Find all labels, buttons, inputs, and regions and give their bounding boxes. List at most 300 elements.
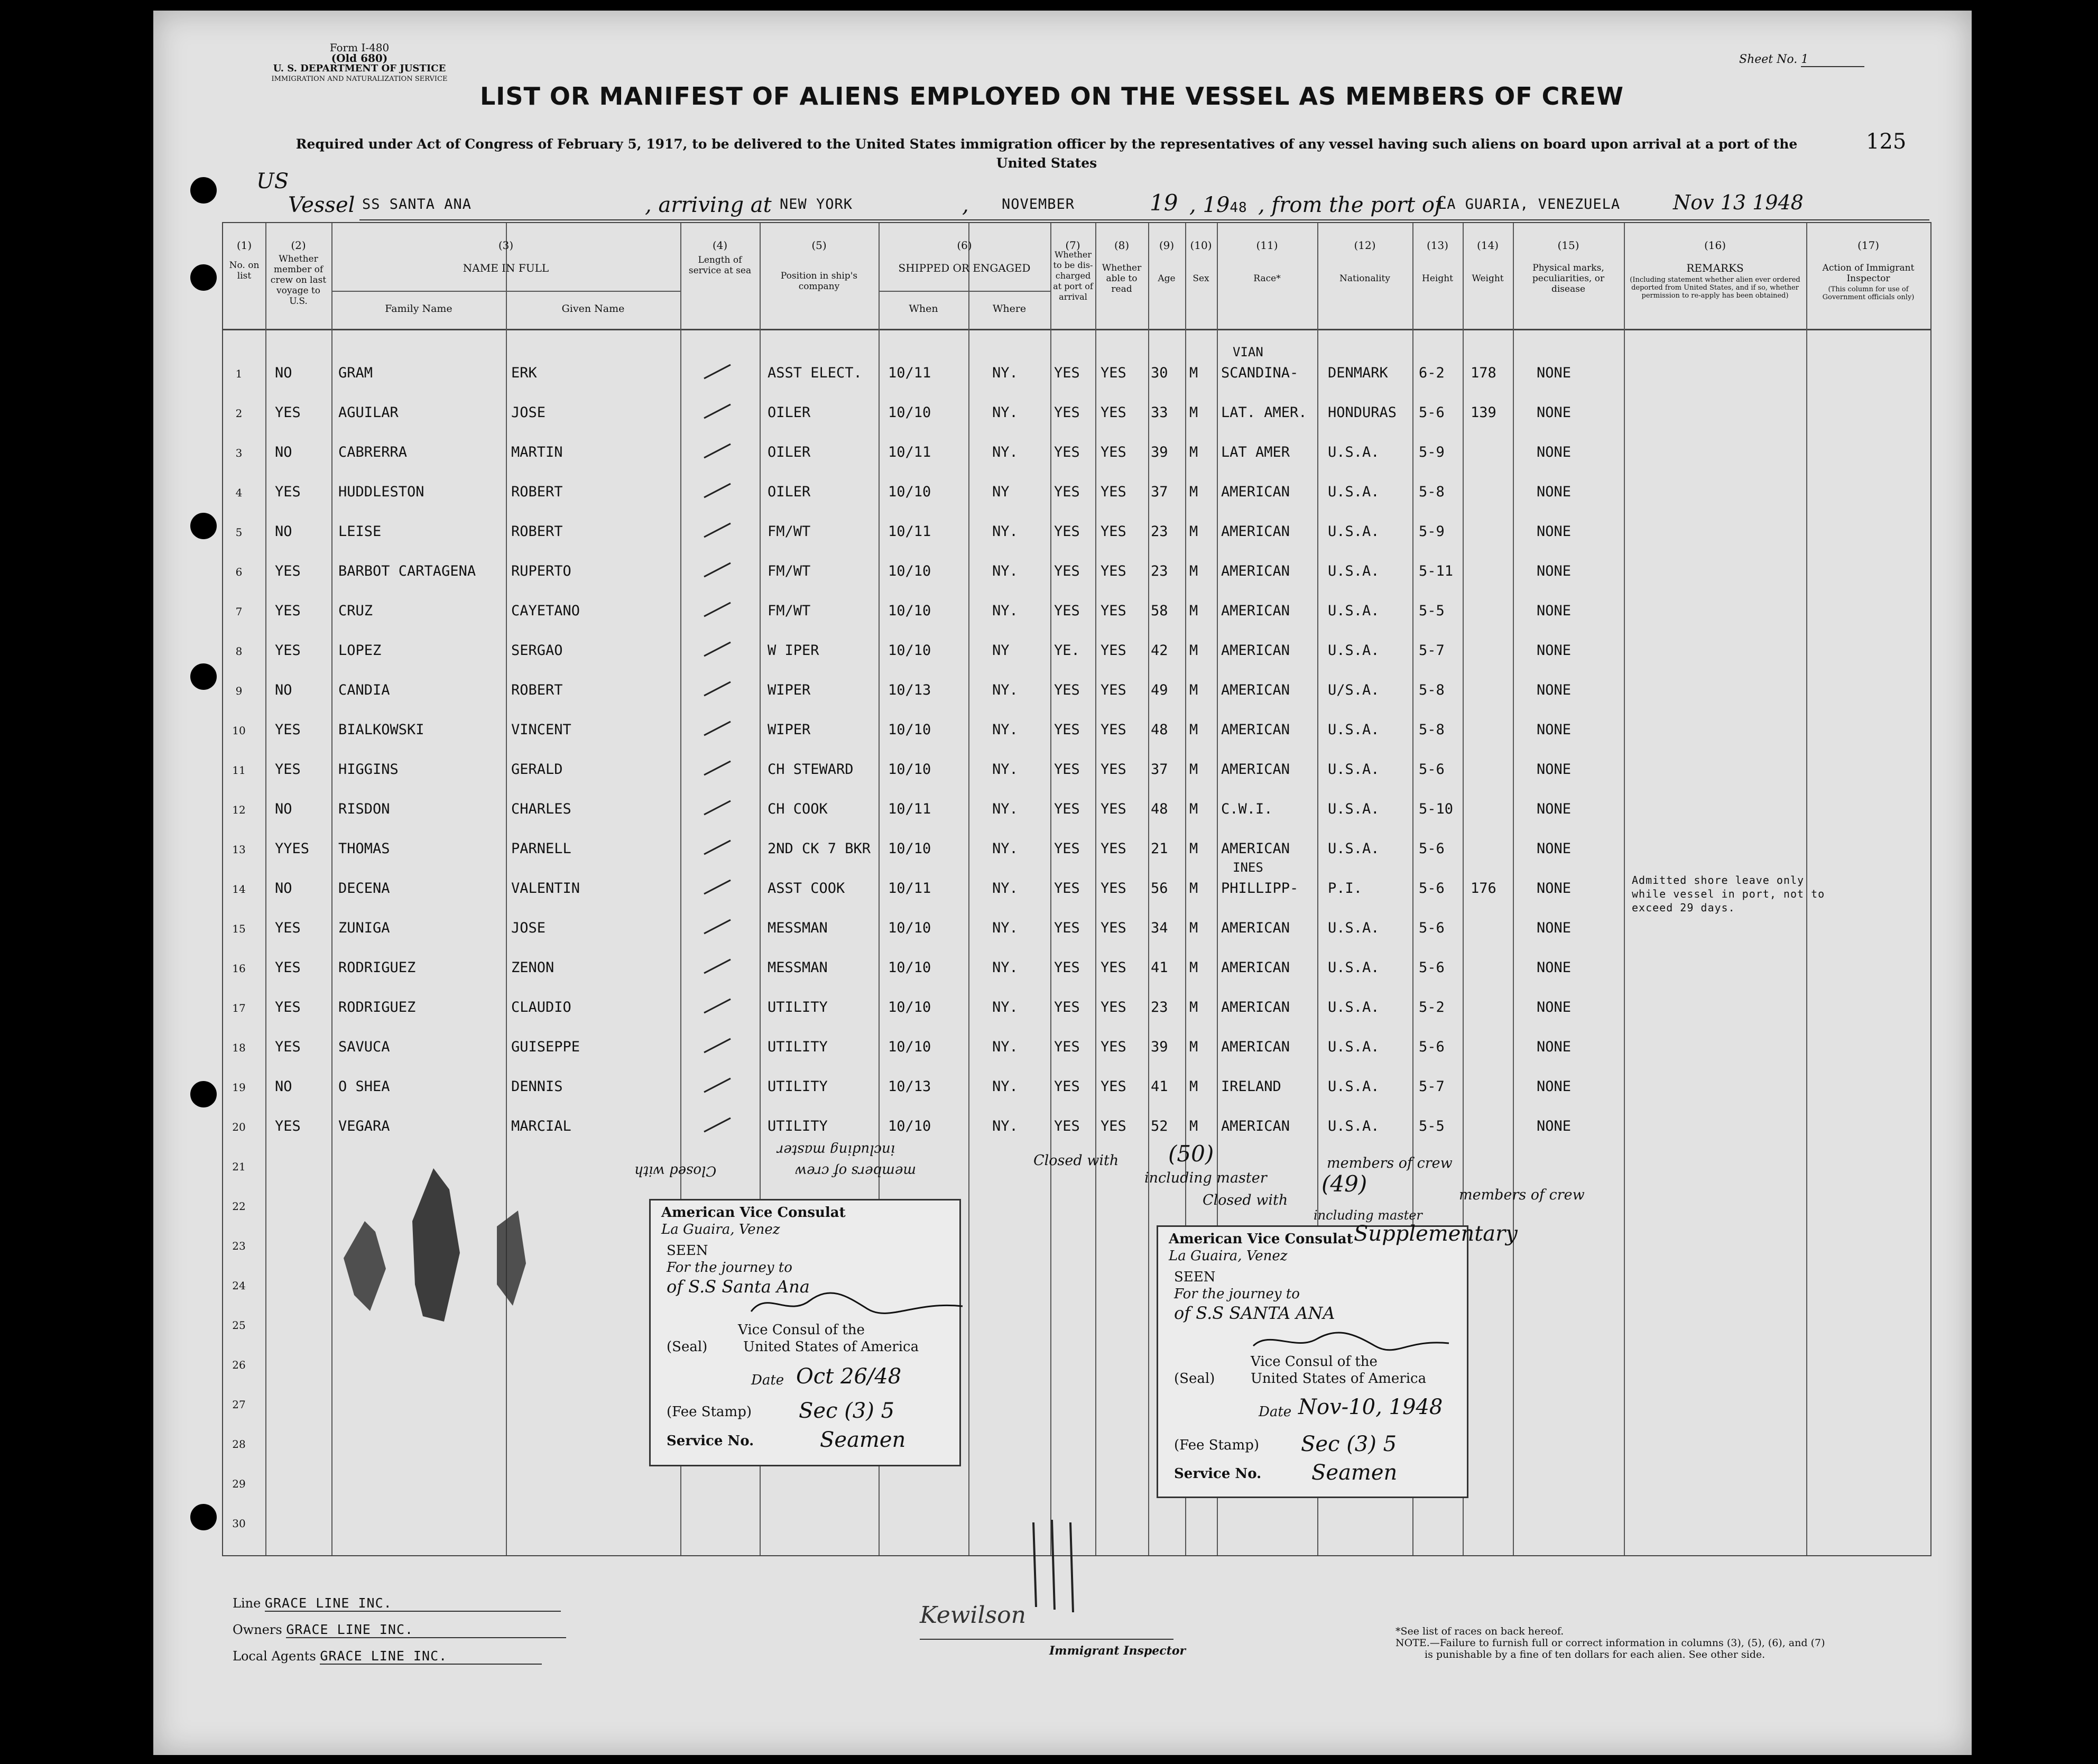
last-voyage-cell: NO — [275, 523, 292, 540]
shipped-where-cell: NY. — [992, 1039, 1018, 1055]
check-mark-icon — [701, 916, 733, 937]
stamp-vessel: of S.S SANTA ANA — [1174, 1303, 1335, 1323]
age-cell: 41 — [1151, 1078, 1168, 1095]
position-cell: WIPER — [768, 722, 811, 738]
arrival-month: NOVEMBER — [1002, 196, 1075, 213]
family-name-cell: HUDDLESTON — [338, 484, 424, 500]
members-of-crew-label: members of crew — [1327, 1155, 1453, 1171]
age-cell: 42 — [1151, 642, 1168, 659]
height-cell: 5-9 — [1419, 444, 1445, 460]
row-number: 12 — [232, 804, 246, 816]
sex-cell: M — [1189, 682, 1198, 698]
position-cell: ASST ELECT. — [768, 365, 862, 381]
age-cell: 39 — [1151, 444, 1168, 460]
year-prefix: 19 — [1203, 193, 1230, 217]
arrival-port: NEW YORK — [780, 196, 853, 213]
physical-marks-cell: NONE — [1537, 999, 1572, 1015]
race-cell: AMERICAN — [1221, 722, 1290, 738]
check-mark-stroke — [704, 959, 731, 973]
position-cell: CH COOK — [768, 801, 828, 817]
position-cell: MESSMAN — [768, 920, 828, 936]
check-mark-stroke — [704, 841, 731, 854]
last-voyage-cell: NO — [275, 444, 292, 460]
shipped-where-cell: NY. — [992, 841, 1018, 857]
physical-marks-cell: NONE — [1537, 365, 1572, 381]
able-to-read-cell: YES — [1101, 682, 1126, 698]
discharged-cell: YES — [1054, 920, 1080, 936]
header-discharged: Whether to be dis-charged at port of arrival — [1053, 250, 1093, 302]
able-to-read-cell: YES — [1101, 920, 1126, 936]
row-number: 7 — [235, 605, 243, 618]
header-height: Height — [1422, 273, 1453, 284]
signature-stroke — [751, 1293, 963, 1313]
footnote-races: *See list of races on back hereof. — [1395, 1626, 1564, 1637]
row-number: 30 — [232, 1517, 246, 1530]
closed-count-50: (50) — [1168, 1141, 1214, 1167]
vessel-name: SS SANTA ANA — [362, 196, 472, 213]
row-number: 14 — [232, 883, 246, 895]
ink-smudge-marks — [322, 1158, 544, 1359]
sex-cell: M — [1189, 523, 1198, 540]
age-cell: 52 — [1151, 1118, 1168, 1134]
shipped-where-cell: NY. — [992, 959, 1018, 976]
col-number: (16) — [1704, 239, 1726, 252]
height-cell: 5-2 — [1419, 999, 1445, 1015]
check-mark-stroke — [704, 484, 731, 497]
check-mark-stroke — [704, 880, 731, 894]
last-voyage-cell: YES — [275, 761, 301, 778]
height-cell: 5-8 — [1419, 722, 1445, 738]
nationality-cell: U.S.A. — [1328, 999, 1380, 1015]
last-voyage-cell: YES — [275, 999, 301, 1015]
family-name-cell: CANDIA — [338, 682, 390, 698]
age-cell: 41 — [1151, 959, 1168, 976]
shipped-where-cell: NY. — [992, 563, 1018, 579]
height-cell: 6-2 — [1419, 365, 1445, 381]
col-number: (4) — [712, 239, 728, 252]
race-cell: AMERICAN — [1221, 920, 1290, 936]
weight-cell: 139 — [1471, 404, 1496, 421]
footer-agents-label: Local Agents — [233, 1649, 316, 1664]
position-cell: UTILITY — [768, 999, 828, 1015]
voyage-line — [222, 190, 1929, 219]
race-cell: AMERICAN — [1221, 523, 1290, 540]
shipped-where-cell: NY — [992, 642, 1010, 659]
shipped-where-cell: NY — [992, 484, 1010, 500]
shipped-when-cell: 10/11 — [888, 801, 931, 817]
row-number: 1 — [235, 367, 243, 380]
race-continuation-cell: VIAN — [1233, 345, 1263, 359]
position-cell: MESSMAN — [768, 959, 828, 976]
discharged-cell: YES — [1054, 563, 1080, 579]
stamp-date-label: Date — [1259, 1404, 1292, 1420]
height-cell: 5-6 — [1419, 920, 1445, 936]
check-mark-icon — [701, 717, 733, 738]
given-name-cell: JOSE — [511, 404, 546, 421]
row-number: 18 — [232, 1041, 246, 1054]
consul-stamp-left — [649, 1199, 961, 1466]
age-cell: 49 — [1151, 682, 1168, 698]
stamp-seamen: Seamen — [1311, 1461, 1398, 1485]
check-mark-icon — [701, 638, 733, 659]
race-cell: AMERICAN — [1221, 682, 1290, 698]
col-number: (2) — [291, 239, 306, 252]
able-to-read-cell: YES — [1101, 642, 1126, 659]
check-mark-icon — [701, 519, 733, 540]
height-cell: 5-11 — [1419, 563, 1454, 579]
given-name-cell: RUPERTO — [511, 563, 571, 579]
row-number: 15 — [232, 922, 246, 935]
from-port-label: , from the port of — [1258, 193, 1443, 217]
voyage-underline — [359, 219, 1929, 220]
last-voyage-cell: YYES — [275, 841, 310, 857]
closed-with-label-b: Closed with — [1203, 1192, 1288, 1208]
given-name-cell: SERGAO — [511, 642, 563, 659]
row-number: 20 — [232, 1121, 246, 1133]
shipped-when-cell: 10/10 — [888, 603, 931, 619]
age-cell: 23 — [1151, 563, 1168, 579]
position-cell: UTILITY — [768, 1078, 828, 1095]
service-name: IMMIGRATION AND NATURALIZATION SERVICE — [271, 75, 448, 83]
stamp-date: Nov-10, 1948 — [1298, 1395, 1443, 1419]
last-voyage-cell: YES — [275, 642, 301, 659]
year-label: , 1948 — [1189, 193, 1247, 217]
physical-marks-cell: NONE — [1537, 841, 1572, 857]
header-nationality: Nationality — [1339, 273, 1390, 284]
position-cell: UTILITY — [768, 1118, 828, 1134]
race-continuation-cell: INES — [1233, 860, 1263, 875]
shipped-when-cell: 10/11 — [888, 444, 931, 460]
sheet-label: Sheet No. — [1739, 53, 1798, 66]
header-inspector-note: (This column for use of Government officials only) — [1822, 285, 1915, 301]
shipped-when-cell: 10/10 — [888, 563, 931, 579]
col-number: (13) — [1426, 239, 1449, 252]
able-to-read-cell: YES — [1101, 722, 1126, 738]
shipped-where-cell: NY. — [992, 444, 1018, 460]
stamp-journey: For the journey to — [667, 1260, 792, 1276]
col-number: (7) — [1065, 239, 1080, 252]
stamp-vice-consul: Vice Consul of the — [1251, 1354, 1378, 1370]
footer-owners-value: GRACE LINE INC. — [286, 1622, 566, 1638]
nationality-cell: U.S.A. — [1328, 801, 1380, 817]
binder-hole — [190, 513, 217, 539]
row-number: 27 — [232, 1398, 246, 1411]
department-name: U. S. DEPARTMENT OF JUSTICE — [273, 63, 446, 74]
height-cell: 5-6 — [1419, 841, 1445, 857]
footer-line — [233, 1595, 561, 1612]
given-name-cell: MARTIN — [511, 444, 563, 460]
shipped-where-cell: NY. — [992, 880, 1018, 897]
check-mark-icon — [701, 1035, 733, 1056]
height-cell: 5-5 — [1419, 1118, 1445, 1134]
check-mark-icon — [701, 678, 733, 699]
check-mark-stroke — [704, 920, 731, 934]
family-name-cell: RISDON — [338, 801, 390, 817]
stamp-journey: For the journey to — [1174, 1286, 1300, 1302]
family-name-cell: HIGGINS — [338, 761, 399, 778]
stamp-seal: (Seal) — [667, 1339, 708, 1355]
check-mark-icon — [701, 757, 733, 778]
sex-cell: M — [1189, 920, 1198, 936]
family-name-cell: DECENA — [338, 880, 390, 897]
inspector-label: Immigrant Inspector — [1049, 1644, 1186, 1658]
position-cell: FM/WT — [768, 603, 811, 619]
nationality-cell: U.S.A. — [1328, 484, 1380, 500]
binder-hole — [190, 1081, 217, 1107]
stamp-vessel: of S.S Santa Ana — [667, 1277, 810, 1297]
year-suffix: 48 — [1230, 200, 1247, 216]
header-physical-marks: Physical marks, peculiarities, or disease — [1532, 263, 1605, 294]
last-voyage-cell: YES — [275, 563, 301, 579]
able-to-read-cell: YES — [1101, 444, 1126, 460]
closing-inverted — [634, 1163, 916, 1179]
position-cell: 2ND CK 7 BKR — [768, 841, 871, 857]
check-mark-icon — [701, 876, 733, 897]
header-able-to-read: Whether able to read — [1102, 263, 1142, 294]
row-number: 6 — [235, 566, 243, 578]
physical-marks-cell: NONE — [1537, 523, 1572, 540]
position-cell: FM/WT — [768, 523, 811, 540]
race-cell: LAT AMER — [1221, 444, 1290, 460]
shipped-when-cell: 10/10 — [888, 404, 931, 421]
shipped-when-cell: 10/10 — [888, 642, 931, 659]
physical-marks-cell: NONE — [1537, 1039, 1572, 1055]
row-number: 28 — [232, 1438, 246, 1451]
col-number: (15) — [1557, 239, 1579, 252]
inspector-signature: Kewilson — [920, 1602, 1026, 1629]
nationality-cell: U.S.A. — [1328, 523, 1380, 540]
given-name-cell: ROBERT — [511, 682, 563, 698]
last-voyage-cell: YES — [275, 1118, 301, 1134]
check-mark-icon — [701, 440, 733, 461]
age-cell: 30 — [1151, 365, 1168, 381]
height-cell: 5-7 — [1419, 642, 1445, 659]
physical-marks-cell: NONE — [1537, 959, 1572, 976]
given-name-cell: VALENTIN — [511, 880, 580, 897]
binder-hole — [190, 663, 217, 690]
col-number: (5) — [811, 239, 827, 252]
col-number: (8) — [1114, 239, 1130, 252]
shipped-when-cell: 10/10 — [888, 999, 931, 1015]
race-cell: AMERICAN — [1221, 761, 1290, 778]
col-line — [1050, 223, 1051, 1555]
family-name-cell: AGUILAR — [338, 404, 399, 421]
family-name-cell: RODRIGUEZ — [338, 959, 416, 976]
physical-marks-cell: NONE — [1537, 722, 1572, 738]
sex-cell: M — [1189, 444, 1198, 460]
physical-marks-cell: NONE — [1537, 484, 1572, 500]
header-length-of-service: Length of service at sea — [688, 255, 752, 276]
shipped-when-cell: 10/10 — [888, 722, 931, 738]
position-cell: FM/WT — [768, 563, 811, 579]
check-mark-stroke — [704, 761, 731, 775]
col-number: (6) — [957, 239, 972, 252]
stamp-section: Sec (3) 5 — [799, 1399, 895, 1423]
check-mark-stroke — [704, 1078, 731, 1092]
check-mark-icon — [701, 361, 733, 382]
shipped-where-cell: NY. — [992, 365, 1018, 381]
last-voyage-cell: YES — [275, 959, 301, 976]
footer-notes — [1395, 1626, 1825, 1660]
nationality-cell: U.S.A. — [1328, 1118, 1380, 1134]
row-number: 10 — [232, 724, 246, 737]
physical-marks-cell: NONE — [1537, 1078, 1572, 1095]
header-race: Race* — [1253, 273, 1281, 284]
age-cell: 56 — [1151, 880, 1168, 897]
shipped-when-cell: 10/10 — [888, 761, 931, 778]
able-to-read-cell: YES — [1101, 404, 1126, 421]
family-name-cell: LOPEZ — [338, 642, 382, 659]
family-name-cell: LEISE — [338, 523, 382, 540]
stamp-date-label: Date — [751, 1372, 784, 1388]
able-to-read-cell: YES — [1101, 365, 1126, 381]
nationality-cell: DENMARK — [1328, 365, 1388, 381]
given-name-cell: JOSE — [511, 920, 546, 936]
shipped-when-cell: 10/10 — [888, 920, 931, 936]
shipped-when-cell: 10/11 — [888, 523, 931, 540]
row-number: 2 — [235, 407, 243, 420]
shipped-where-cell: NY. — [992, 523, 1018, 540]
shipped-subhead-line — [879, 291, 1050, 292]
age-cell: 33 — [1151, 404, 1168, 421]
footer-owners-label: Owners — [233, 1622, 282, 1637]
age-cell: 37 — [1151, 484, 1168, 500]
nationality-cell: U.S.A. — [1328, 841, 1380, 857]
row-number: 9 — [235, 685, 243, 697]
race-cell: LAT. AMER. — [1221, 404, 1307, 421]
binder-hole — [190, 264, 217, 291]
race-cell: AMERICAN — [1221, 563, 1290, 579]
nationality-cell: U.S.A. — [1328, 920, 1380, 936]
given-name-cell: CHARLES — [511, 801, 571, 817]
including-master-inverted: including master — [777, 1142, 895, 1158]
binder-hole — [190, 177, 217, 204]
sex-cell: M — [1189, 563, 1198, 579]
stamp-vice-consul: Vice Consul of the — [738, 1322, 865, 1338]
header-no-on-list: No. on list — [229, 260, 260, 281]
age-cell: 23 — [1151, 999, 1168, 1015]
discharged-cell: YES — [1054, 1039, 1080, 1055]
sex-cell: M — [1189, 1118, 1198, 1134]
height-cell: 5-10 — [1419, 801, 1454, 817]
last-voyage-cell: NO — [275, 880, 292, 897]
able-to-read-cell: YES — [1101, 523, 1126, 540]
footer-line-value: GRACE LINE INC. — [265, 1595, 561, 1612]
discharged-cell: YES — [1054, 761, 1080, 778]
discharged-cell: YES — [1054, 365, 1080, 381]
sex-cell: M — [1189, 642, 1198, 659]
stamp-country: United States of America — [743, 1339, 919, 1355]
col-line — [968, 223, 969, 1555]
col-line — [1624, 223, 1625, 1555]
nationality-cell: U.S.A. — [1328, 959, 1380, 976]
check-mark-icon — [701, 400, 733, 421]
footer-agents — [233, 1648, 542, 1665]
col-line — [1148, 223, 1149, 1555]
remark-line: Admitted shore leave only — [1632, 874, 1805, 886]
family-name-cell: CABRERRA — [338, 444, 408, 460]
family-name-cell: BARBOT CARTAGENA — [338, 563, 476, 579]
race-cell: AMERICAN — [1221, 959, 1290, 976]
position-cell: W IPER — [768, 642, 819, 659]
header-remarks-note: (Including statement whether alien ever ordered deported from United States, and if so, whether permission to re-apply has been obtained) — [1630, 276, 1800, 300]
last-voyage-cell: YES — [275, 1039, 301, 1055]
discharged-cell: YES — [1054, 523, 1080, 540]
discharged-cell: YES — [1054, 880, 1080, 897]
row-number: 11 — [232, 764, 246, 777]
shipped-where-cell: NY. — [992, 1078, 1018, 1095]
header-age: Age — [1158, 273, 1176, 284]
discharged-cell: YES — [1054, 484, 1080, 500]
nationality-cell: U.S.A. — [1328, 1078, 1380, 1095]
closing-closed-inverted: Closed with — [634, 1163, 717, 1179]
stamp-section: Sec (3) 5 — [1301, 1432, 1397, 1456]
stamp-location: La Guaira, Venez — [661, 1222, 780, 1237]
able-to-read-cell: YES — [1101, 1078, 1126, 1095]
able-to-read-cell: YES — [1101, 761, 1126, 778]
from-port: LA GUARIA, VENEZUELA — [1438, 196, 1621, 213]
closed-with-label: Closed with — [1033, 1152, 1119, 1169]
check-mark-stroke — [704, 603, 731, 616]
ink-smudge — [497, 1211, 526, 1306]
given-name-cell: MARCIAL — [511, 1118, 571, 1134]
header-family-name: Family Name — [385, 303, 452, 315]
including-master-label-b: including master — [1314, 1208, 1422, 1223]
last-voyage-cell: YES — [275, 484, 301, 500]
row-number: 22 — [232, 1200, 246, 1213]
row-number: 24 — [232, 1279, 246, 1292]
nationality-cell: U/S.A. — [1328, 682, 1380, 698]
discharged-cell: YES — [1054, 722, 1080, 738]
check-mark-stroke — [704, 722, 731, 735]
consul-signature-right — [1248, 1327, 1459, 1359]
header-inspector-action: Action of Immigrant Inspector — [1822, 263, 1915, 284]
shipped-where-cell: NY. — [992, 761, 1018, 778]
sex-cell: M — [1189, 1078, 1198, 1095]
including-master-label: including master — [1144, 1170, 1267, 1186]
discharged-cell: YES — [1054, 603, 1080, 619]
nationality-cell: P.I. — [1328, 880, 1363, 897]
height-cell: 5-7 — [1419, 1078, 1445, 1095]
check-mark-stroke — [704, 563, 731, 577]
old-form-number: (Old 680) — [331, 52, 388, 64]
given-name-cell: CLAUDIO — [511, 999, 571, 1015]
nationality-cell: U.S.A. — [1328, 722, 1380, 738]
shipped-where-cell: NY. — [992, 722, 1018, 738]
discharged-cell: YES — [1054, 404, 1080, 421]
shipped-when-cell: 10/10 — [888, 841, 931, 857]
race-cell: AMERICAN — [1221, 999, 1290, 1015]
last-voyage-cell: NO — [275, 365, 292, 381]
sex-cell: M — [1189, 365, 1198, 381]
stamp-service-no: Service No. — [1174, 1466, 1262, 1482]
given-name-cell: ROBERT — [511, 523, 563, 540]
ink-smudge — [412, 1168, 460, 1322]
check-mark-icon — [701, 995, 733, 1016]
row-number: 25 — [232, 1319, 246, 1332]
race-cell: AMERICAN — [1221, 642, 1290, 659]
nationality-cell: U.S.A. — [1328, 1039, 1380, 1055]
last-voyage-cell: YES — [275, 722, 301, 738]
sex-cell: M — [1189, 880, 1198, 897]
last-voyage-cell: NO — [275, 801, 292, 817]
form-header — [264, 42, 455, 85]
shipped-where-cell: NY. — [992, 999, 1018, 1015]
members-of-crew-label-b: members of crew — [1459, 1187, 1585, 1203]
col-number: (10) — [1190, 239, 1212, 252]
check-mark-stroke — [704, 444, 731, 458]
col-number: (17) — [1857, 239, 1880, 252]
